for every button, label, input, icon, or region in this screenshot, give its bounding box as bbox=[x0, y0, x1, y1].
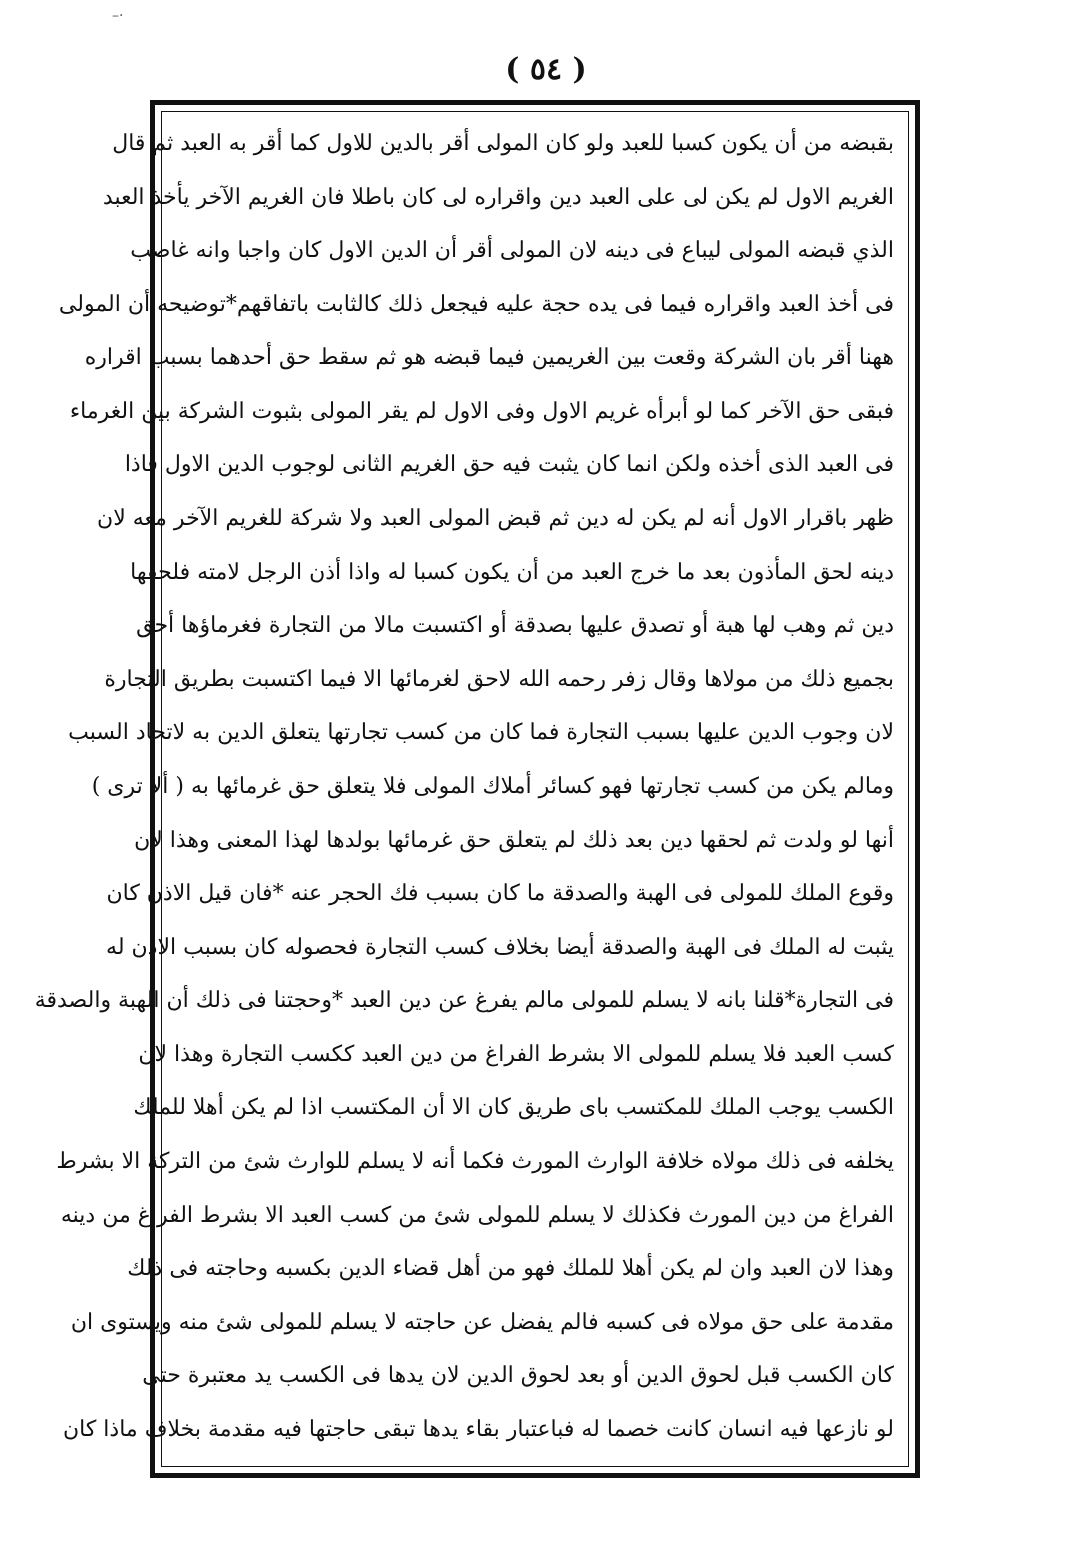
text-line: ومالم يكن من كسب تجارتها فهو كسائر أملاك المولى فلا يتعلق حق غرمائها به ( ألا ترى ) bbox=[91, 773, 894, 799]
text-line: دينه لحق المأذون بعد ما خرج العبد من أن يكون كسبا له واذا أذن الرجل لامته فلحقها bbox=[130, 559, 894, 585]
page-frame-outer bbox=[34, 100, 920, 1478]
text-line: أنها لو ولدت ثم لحقها دين بعد ذلك لم يتعلق حق غرمائها بولدها لهذا المعنى وهذا لان bbox=[134, 827, 894, 853]
text-line: الفراغ من دين المورث فكذلك لا يسلم للمولى شئ من كسب العبد الا بشرط الفراغ من دينه bbox=[60, 1202, 894, 1228]
text-line: بجميع ذلك من مولاها وقال زفر رحمه الله لاحق لغرمائها الا فيما اكتسبت بطريق التجارة bbox=[104, 666, 894, 692]
text-line: يثبت له الملك فى الهبة والصدقة أيضا بخلاف كسب التجارة فحصوله كان بسبب الاذن له bbox=[106, 934, 894, 960]
text-line: بقبضه من أن يكون كسبا للعبد ولو كان المولى أقر بالدين للاول كما أقر به العبد ثم قال bbox=[112, 131, 894, 156]
text-line: فى العبد الذى أخذه ولكن انما كان يثبت فيه حق الغريم الثانى لوجوب الدين الاول فاذا bbox=[124, 452, 894, 478]
text-line: كسب العبد فلا يسلم للمولى الا بشرط الفراغ من دين العبد ككسب التجارة وهذا لان bbox=[138, 1041, 894, 1067]
text-line: مقدمة على حق مولاه فى كسبه فالم يفضل عن حاجته لا يسلم للمولى شئ منه ويستوى ان bbox=[70, 1309, 894, 1335]
text-line: وهذا لان العبد وان لم يكن أهلا للملك فهو من أهل قضاء الدين بكسبه وحاجته فى ذلك bbox=[127, 1256, 894, 1282]
text-line: كان الكسب قبل لحوق الدين أو بعد لحوق الدين لان يدها فى الكسب يد معتبرة حتى bbox=[142, 1363, 894, 1389]
text-line: فى أخذ العبد واقراره فيما فى يده حجة عليه فيجعل ذلك كالثابت باتفاقهم*توضيحه أن المولى bbox=[58, 291, 894, 317]
scan-mark: –· bbox=[112, 8, 124, 24]
text-line: وقوع الملك للمولى فى الهبة والصدقة ما كان بسبب فك الحجر عنه *فان قيل الاذن كان bbox=[106, 881, 894, 907]
text-line: الذي قبضه المولى ليباع فى دينه لان المولى أقر أن الدين الاول كان واجبا وانه غاصب bbox=[130, 238, 894, 264]
text-line: فى التجارة*قلنا بانه لا يسلم للمولى مالم يفرغ عن دين العبد *وحجتنا فى ذلك أن الهبة والصدقة bbox=[34, 988, 894, 1014]
page-frame-inner bbox=[34, 111, 909, 1467]
text-line: يخلفه فى ذلك مولاه خلافة الوارث المورث فكما أنه لا يسلم للوارث شئ من التركة الا بشرط bbox=[56, 1148, 894, 1174]
text-line: الغريم الاول لم يكن لى على العبد دين واقراره لى كان باطلا فان الغريم الآخر يأخذ العبد bbox=[102, 184, 894, 210]
text-line: فبقى حق الآخر كما لو أبرأه غريم الاول وفى الاول لم يقر المولى بثبوت الشركة بين الغرماء bbox=[69, 398, 894, 424]
text-line: لو نازعها فيه انسان كانت خصما له فباعتبار بقاء يدها تبقى حاجتها فيه مقدمة بخلاف ماذا كان bbox=[62, 1416, 894, 1442]
body-text bbox=[34, 122, 894, 1452]
text-line: دين ثم وهب لها هبة أو تصدق عليها بصدقة أو اكتسبت مالا من التجارة فغرماؤها أحق bbox=[136, 613, 894, 639]
text-line: ههنا أقر بان الشركة وقعت بين الغريمين فيما قبضه هو ثم سقط حق أحدهما بسبب اقراره bbox=[84, 345, 894, 371]
page-number: ( ٥٤ ) bbox=[505, 52, 587, 87]
text-line: لان وجوب الدين عليها بسبب التجارة فما كان من كسب تجارتها يتعلق الدين به لاتحاد السبب bbox=[68, 720, 894, 746]
text-line: ظهر باقرار الاول أنه لم يكن له دين ثم قبض المولى العبد ولا شركة للغريم الآخر معه لان bbox=[97, 506, 894, 532]
text-line: الكسب يوجب الملك للمكتسب باى طريق كان الا أن المكتسب اذا لم يكن أهلا للملك bbox=[133, 1095, 894, 1121]
